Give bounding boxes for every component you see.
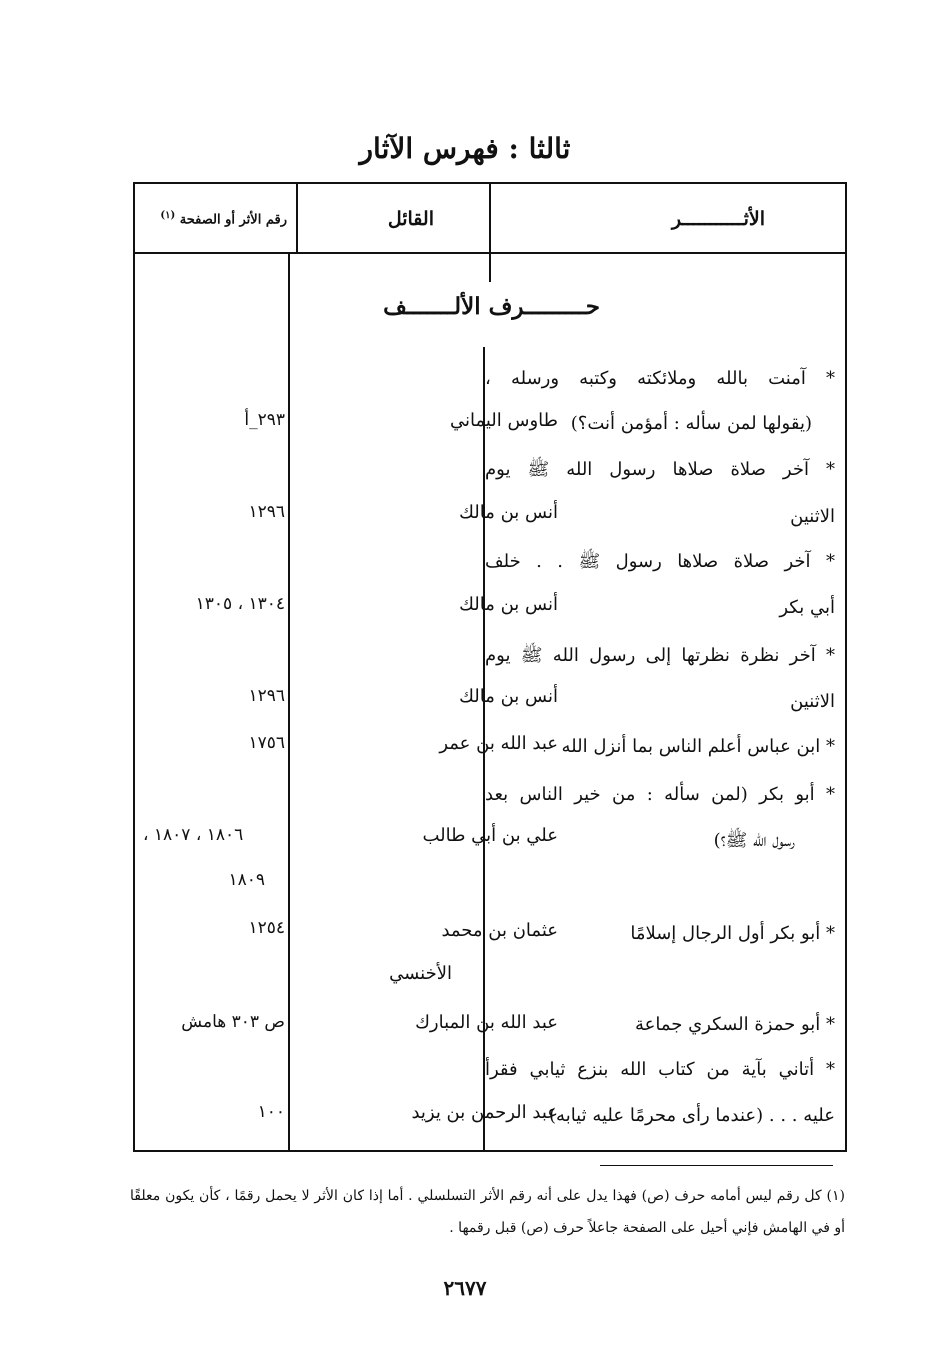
section-heading: حـــــــــرف الألـــــــف <box>383 293 600 320</box>
athar-line: الاثنين <box>790 506 835 527</box>
qaail-cell: طاوس اليماني <box>449 410 558 431</box>
athar-line: * آمنت بالله وملائكته وكتبه ورسله ، <box>485 368 835 389</box>
athar-line: * آخر صلاة صلاها رسول الله ﷺ يوم <box>485 459 835 480</box>
ref-cell: ١٨٠٦ ، ١٨٠٧ ، <box>143 825 244 845</box>
header-ref-label: رقم الأثر أو الصفحة <box>179 212 287 228</box>
athar-line: رسول الله ﷺ؟) <box>713 830 795 851</box>
column-divider-1-header <box>296 182 298 254</box>
athar-line: عليه . . . (عندما رأى محرمًا عليه ثيابه) <box>549 1105 835 1126</box>
page-title: ثالثا : فهرس الآثار <box>359 132 571 165</box>
header-ref <box>160 210 287 227</box>
header-athar: الأثـــــــــــر <box>671 208 765 230</box>
ref-cell: ١٨٠٩ <box>228 870 265 890</box>
ref-cell: ١٢٩٦ <box>248 686 285 706</box>
ref-cell: ١٢٥٤ <box>248 918 285 938</box>
footnote-marker: (١) <box>160 210 176 221</box>
athar-line: أبي بكر <box>779 597 835 618</box>
qaail-cell: عبد الله بن عمر <box>439 733 558 754</box>
column-divider-2-header <box>489 182 491 282</box>
athar-line: (يقولها لمن سأله : أمؤمن أنت؟) <box>570 413 812 434</box>
column-divider-1 <box>288 254 290 1150</box>
athar-line: الاثنين <box>790 691 835 712</box>
qaail-cell: أنس بن مالك <box>459 594 558 615</box>
athar-line: * أبو بكر أول الرجال إسلامًا <box>630 923 835 944</box>
qaail-cell: الأخنسي <box>389 963 452 984</box>
qaail-cell: عثمان بن محمد <box>441 920 558 941</box>
page-number: ٢٦٧٧ <box>443 1276 487 1300</box>
athar-line: * أبو حمزة السكري جماعة <box>634 1014 835 1035</box>
qaail-cell: عبد الرحمن بن يزيد <box>411 1102 558 1123</box>
qaail-cell: عبد الله بن المبارك <box>415 1012 558 1033</box>
ref-cell: ١٣٠٤ ، ١٣٠٥ <box>195 594 285 614</box>
footnote <box>130 1180 845 1244</box>
athar-line: * أبو بكر (لمن سأله : من خير الناس بعد <box>485 784 835 805</box>
qaail-cell: أنس بن مالك <box>459 686 558 707</box>
header-qaail: القائل <box>387 208 434 230</box>
ref-cell: ١٠٠ <box>257 1102 285 1122</box>
qaail-cell: أنس بن مالك <box>459 502 558 523</box>
ref-cell: ١٢٩٦ <box>248 502 285 522</box>
athar-line: * آخر صلاة صلاها رسول ﷺ . . خلف <box>485 551 835 572</box>
footnote-divider <box>600 1165 833 1166</box>
footnote-marker: (١) <box>826 1188 845 1204</box>
athar-line: * ابن عباس أعلم الناس بما أنزل الله <box>561 736 835 757</box>
footnote-text: كل رقم ليس أمامه حرف (ص) فهذا يدل على أنه رقم الأثر التسلسلي . أما إذا كان الأثر لا يحمل رقمًا ، كأن يكون معلقًا أو في الهامش فإني أحيل على الصفحة جاعلاً حرف (ص) قبل رقمها . <box>130 1188 845 1236</box>
qaail-cell: علي بن أبي طالب <box>422 825 558 846</box>
ref-cell: ١٧٥٦ <box>248 733 285 753</box>
athar-line: * أتاني بآية من كتاب الله بنزع ثيابي فقرأ <box>485 1059 835 1080</box>
ref-cell: ص ٣٠٣ هامش <box>181 1012 285 1032</box>
ref-cell: ٢٩٣_أ <box>244 410 285 430</box>
athar-line: * آخر نظرة نظرتها إلى رسول الله ﷺ يوم <box>485 645 835 666</box>
